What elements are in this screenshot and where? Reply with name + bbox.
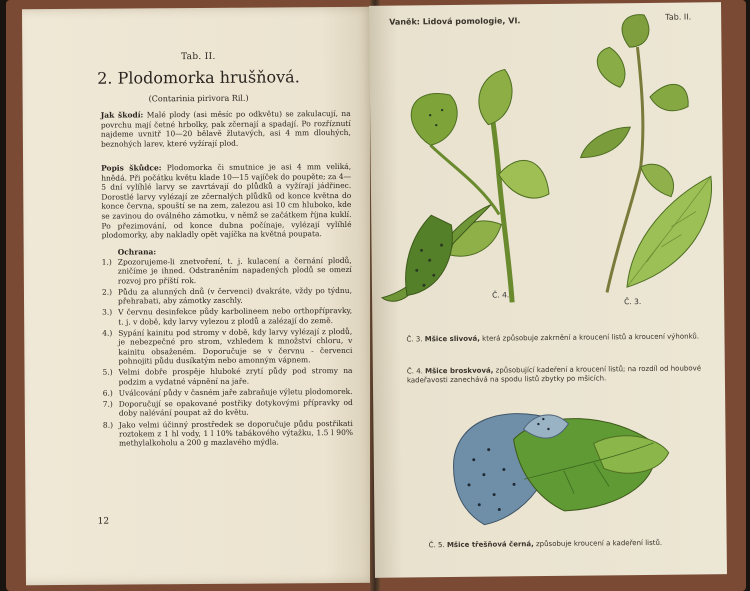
protection-item — [102, 306, 352, 326]
page-title: 2. Plodomorka hrušňová. — [97, 67, 300, 88]
protection-item-number: 2.) — [101, 287, 113, 297]
protection-item-number: 6.) — [102, 388, 113, 398]
protection-item — [102, 286, 352, 306]
latin-name: (Contarinia pirivora Ril.) — [148, 93, 249, 104]
damage-label: Jak škodí: — [100, 110, 144, 120]
protection-item-number: 4.) — [102, 328, 113, 338]
running-header: Vaněk: Lidová pomologie, VI. — [389, 16, 521, 27]
protection-item-number: 5.) — [102, 367, 113, 377]
protection-item-text: Uválcování půdy v časném jaře zabraňuje výletu plodomorek. — [118, 386, 353, 398]
caption-c5 — [429, 538, 719, 550]
protection-item-text: Doporučují se opakované postřiky dotykovými přípravky od doby nalévání poupat až do květu. — [118, 398, 353, 419]
protection-item-number: 7.) — [102, 399, 113, 409]
protection-item — [103, 419, 353, 449]
caption-c3-title: Mšice slivová, — [424, 334, 480, 344]
caption-c4-title: Mšice broskvová, — [425, 366, 494, 376]
illustration-peach-aphid-branch — [370, 64, 553, 306]
caption-c3-text: která způsobuje zakrnění a kroucení listů a kroucení výhonků. — [482, 332, 700, 343]
description-label: Popis škůdce: — [101, 163, 162, 173]
caption-c5-text: způsobuje kroucení a kadeření listů. — [535, 538, 663, 549]
protection-list — [102, 256, 353, 450]
plate-number-right: Tab. II. — [665, 12, 692, 22]
caption-c4 — [407, 364, 707, 385]
protection-item — [103, 387, 353, 398]
protection-heading: Ochrana: — [117, 247, 157, 257]
protection-item-number: 8.) — [102, 420, 114, 430]
left-page — [22, 7, 378, 585]
protection-item-text: Jako velmi účinný prostředek se doporučuje půdu postřikati roztokem z 1 hl vody, 1 l 10% tabákového výtažku, 1.5 l 90% methylalkoholu a 200 g mazlavého mýdla. — [118, 418, 353, 448]
protection-item-text: Zpozorujeme-li znetvoření, t. j. kulacení a černání plodů, zničíme je ihned. Odstraněním napadených plodů se omezí rozvoj pro příští rok. — [117, 255, 352, 286]
damage-paragraph — [101, 109, 351, 149]
protection-item — [102, 256, 352, 286]
plate-number: Tab. II. — [181, 51, 216, 63]
figure-label-c4: Č. 4. — [492, 290, 510, 300]
figure-label-c3: Č. 3. — [624, 297, 642, 307]
description-text: Plodomorka či smutnice je asi 4 mm veliká, hnědá. Při počátku květu klade 10—15 vajíček do poupěte; za 4—5 dní vylíhlé larvy se zavrtávají do plůdků a vyžírají jádřinec. Dorostlé larvy vylézají ze zčernalých plůdků od konce května do konce června, spouští se na zem, zalezou asi 10 cm hluboko, kde se zavinou do oválného zámotku, v němž se začátkem října kuklí. Po přezimování, od konce dubna počínaje, vylézají vylíhlé plodomorky, aby nakladly opět vajíčka na květná poupata. — [101, 161, 352, 240]
protection-item — [102, 366, 352, 386]
caption-c4-text: způsobující kadeření a kroucení listů; na rozdíl od houbové kadeřavosti zanechává na spodu listů zbytky po mšicích. — [406, 364, 702, 385]
protection-item-number: 1.) — [101, 257, 112, 267]
right-page — [369, 2, 727, 578]
caption-c3 — [406, 332, 706, 344]
caption-c5-title: Mšice třešňová černá, — [446, 540, 534, 550]
protection-item-number: 3.) — [102, 308, 113, 318]
protection-item — [103, 398, 353, 418]
caption-c3-number: Č. 3. — [406, 335, 423, 344]
protection-item-text: Sypání kainitu pod stromy v době, kdy larvy vylézají z plodů, je nebezpečné pro strom, vzhledem k množství chloru, v kainitu obsaženém. Doporučuje se v červnu - červenci pohnojiti půdu dusíkatým nebo amonným vápnem. — [118, 327, 353, 366]
protection-item-text: Půdu za alunných dnů (v červenci) dvakráte, vždy po týdnu, přehrabati, aby zámotky zaschly. — [117, 285, 352, 306]
damage-text: Malé plody (asi měsíc po odkvětu) se zakulacují, na povrchu mají četné hrbolky, pak zčernají a spadají. Po rozříznutí najdeme uvnitř 10—20 bělavě žlutavých, asi 4 mm dlouhých, beznohých larev, které vyžírají plod. — [100, 108, 351, 149]
description-paragraph — [101, 162, 352, 240]
illustration-cherry-black-aphid-leaves — [443, 398, 684, 531]
protection-item — [102, 327, 352, 366]
caption-c5-number: Č. 5. — [428, 541, 445, 550]
page-number: 12 — [97, 516, 110, 527]
protection-item-text: V červnu desinfekce půdy karbolineem nebo orthopřípravky, t. j. v době, kdy larvy vylezou z plodů a zalézají do země. — [118, 306, 353, 327]
caption-c4-number: Č. 4. — [406, 367, 423, 376]
protection-item-text: Velmi dobře prospěje hluboké zrytí půdy pod stromy na podzim a vydatné vápnění na jaře. — [118, 366, 353, 387]
illustration-plum-aphid-branch — [559, 6, 722, 298]
